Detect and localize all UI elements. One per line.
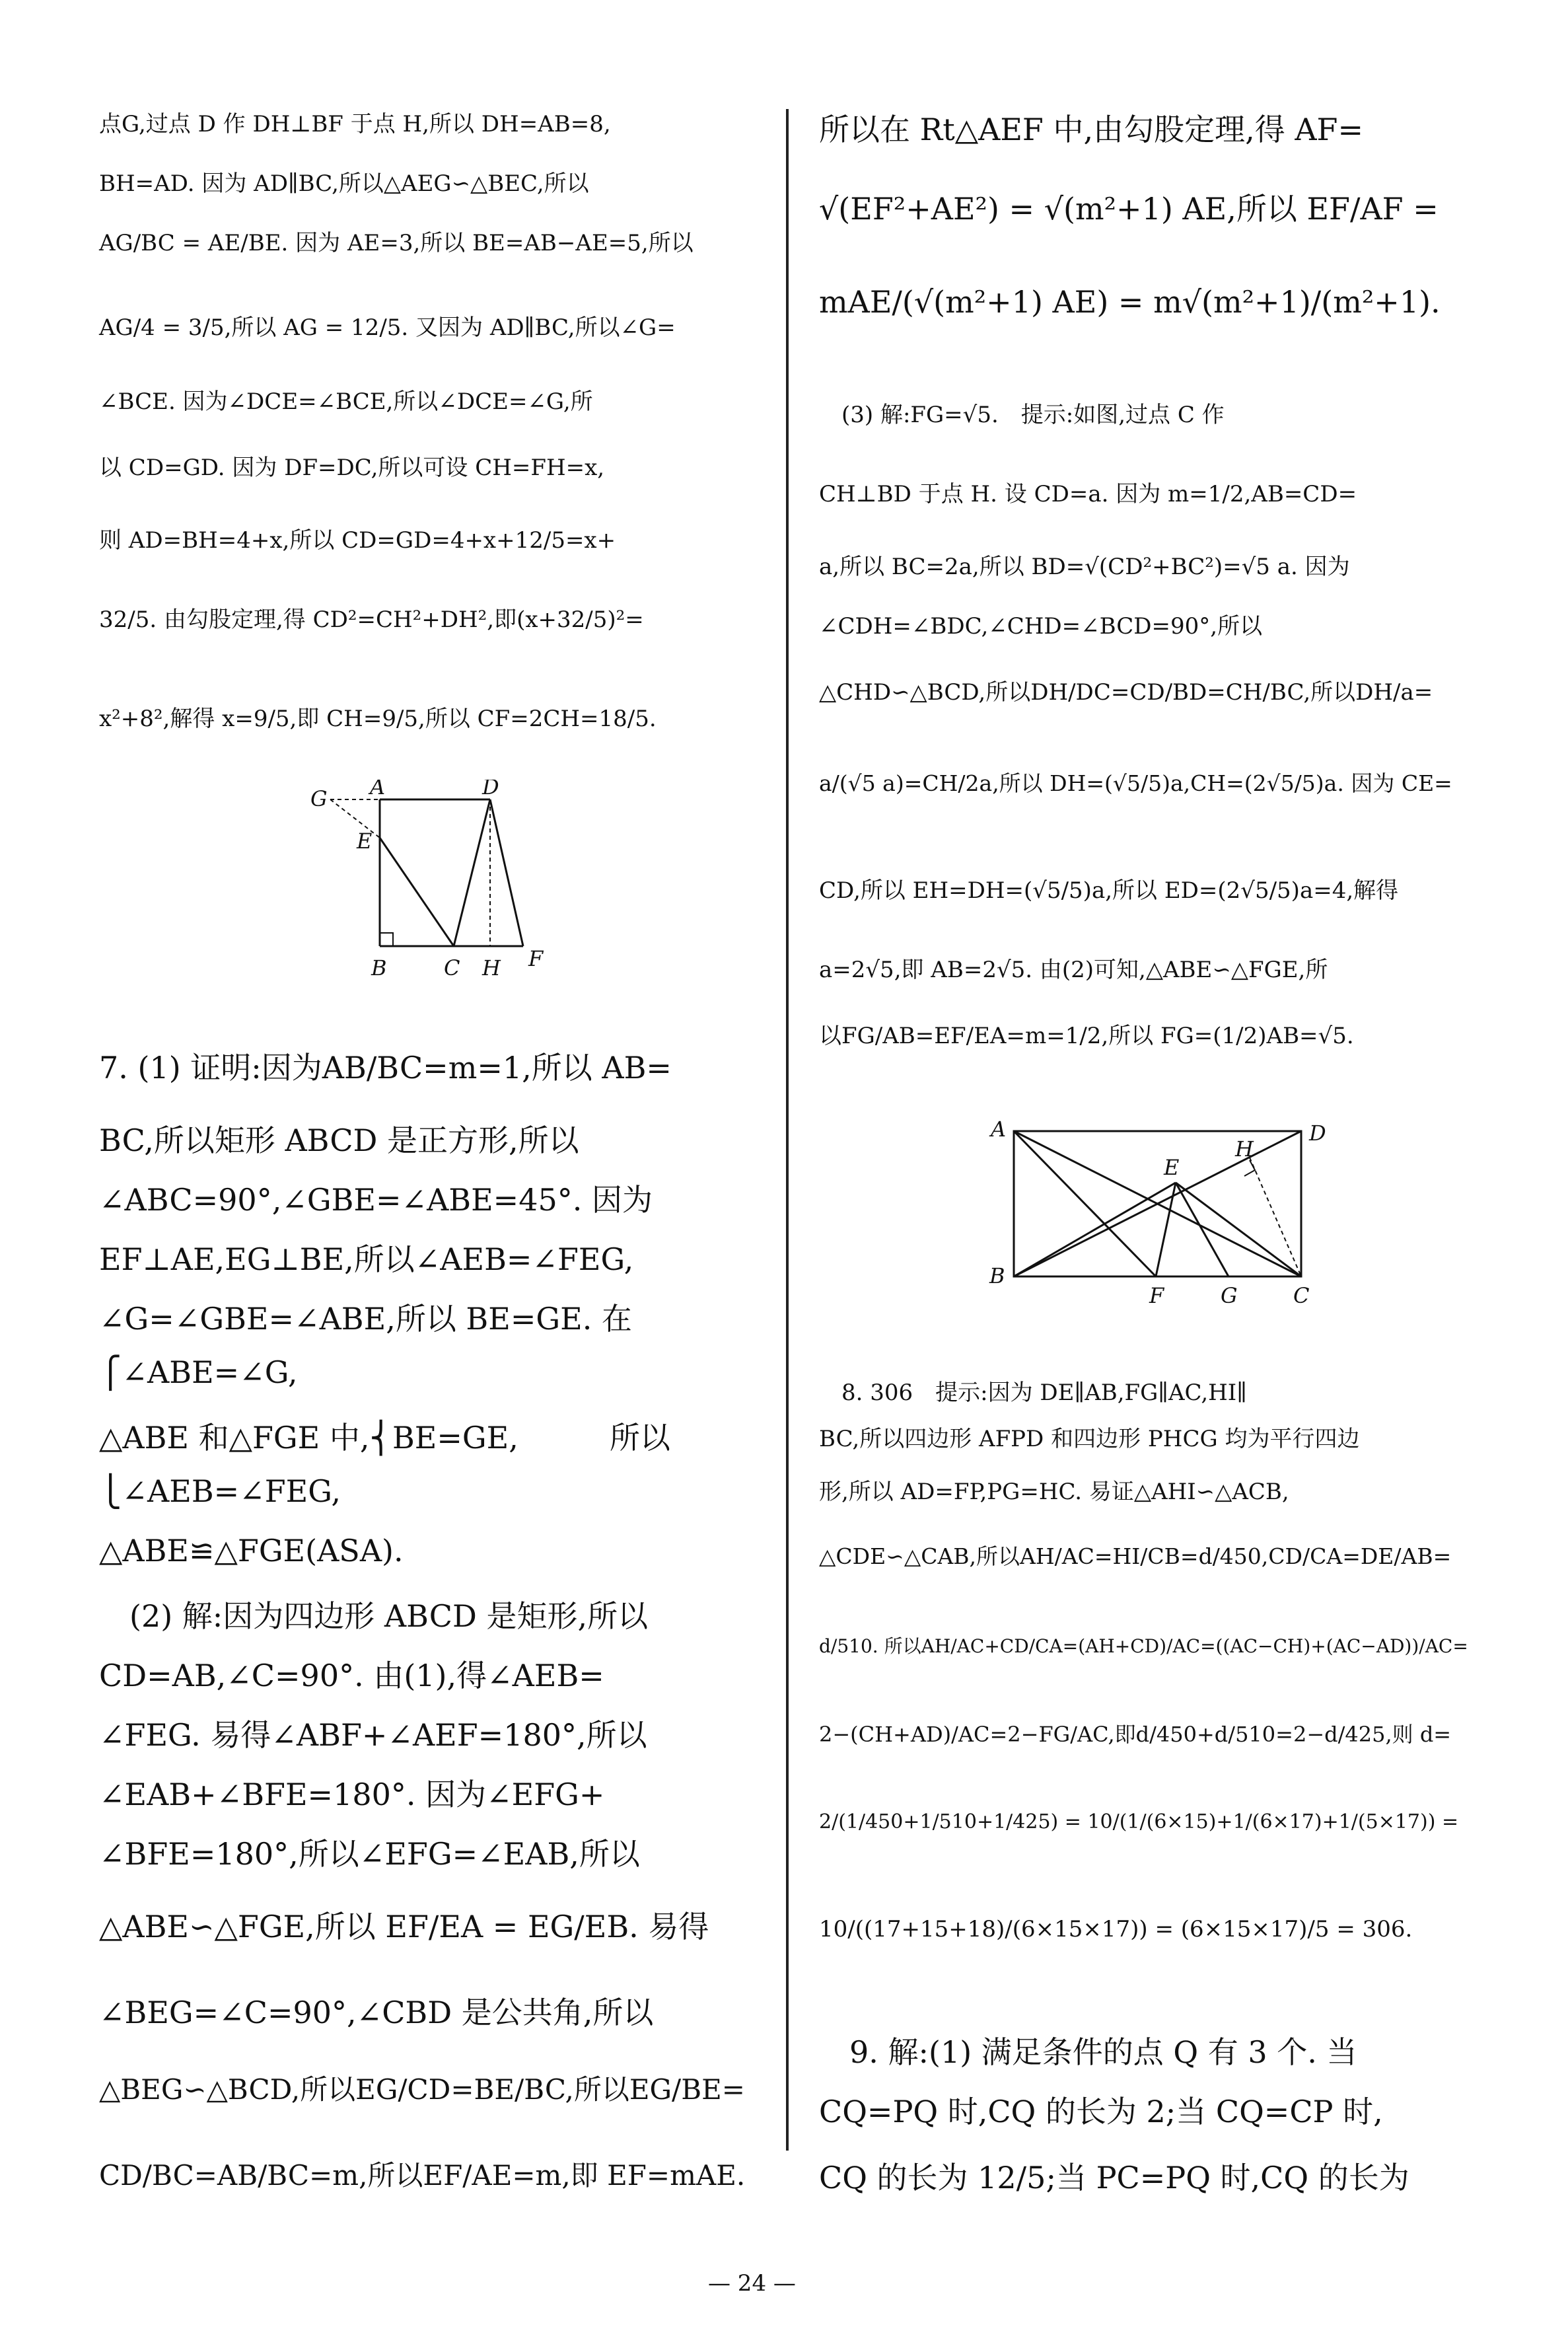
- text-line: BC,所以矩形 ABCD 是正方形,所以: [99, 1123, 579, 1158]
- text-line: △ABE∽△FGE,所以 EF/EA = EG/EB. 易得: [99, 1909, 709, 1944]
- text-line: 7. (1) 证明:因为AB/BC=m=1,所以 AB=: [99, 1050, 672, 1086]
- text-line: CQ=PQ 时,CQ 的长为 2;当 CQ=CP 时,: [819, 2094, 1383, 2129]
- text-line: 2/(1/450+1/510+1/425) = 10/(1/(6×15)+1/(6×17)+1/(5×17)) =: [819, 1810, 1459, 1833]
- text-line: CQ 的长为 12/5;当 PC=PQ 时,CQ 的长为: [819, 2160, 1409, 2196]
- text-line: 以FG/AB=EF/EA=m=1/2,所以 FG=(1/2)AB=√5.: [819, 1023, 1354, 1049]
- figure-2-rectangle-diagram: [971, 1097, 1341, 1308]
- text-line: 点G,过点 D 作 DH⊥BF 于点 H,所以 DH=AB=8,: [99, 111, 611, 137]
- text-line: a/(√5 a)=CH/2a,所以 DH=(√5/5)a,CH=(2√5/5)a. 因为 CE=: [819, 770, 1452, 796]
- fig2-label-h: H: [1235, 1136, 1254, 1162]
- text-line: ⎧∠ABE=∠G,: [99, 1354, 298, 1390]
- text-line: 32/5. 由勾股定理,得 CD²=CH²+DH²,即(x+32/5)²=: [99, 607, 644, 633]
- text-line: ∠CDH=∠BDC,∠CHD=∠BCD=90°,所以: [819, 613, 1263, 640]
- text-line: ∠ABC=90°,∠GBE=∠ABE=45°. 因为: [99, 1182, 653, 1218]
- text-line: a,所以 BC=2a,所以 BD=√(CD²+BC²)=√5 a. 因为: [819, 554, 1350, 580]
- fig1-label-f: F: [528, 946, 544, 971]
- text-line: ∠EAB+∠BFE=180°. 因为∠EFG+: [99, 1777, 605, 1812]
- text-line: CH⊥BD 于点 H. 设 CD=a. 因为 m=1/2,AB=CD=: [819, 481, 1357, 507]
- text-line: (3) 解:FG=√5. 提示:如图,过点 C 作: [819, 402, 1225, 428]
- text-line: △ABE 和△FGE 中,⎨BE=GE, 所以: [99, 1420, 670, 1456]
- text-line: AG/BC = AE/BE. 因为 AE=3,所以 BE=AB−AE=5,所以: [99, 230, 694, 256]
- text-line: △BEG∽△BCD,所以EG/CD=BE/BC,所以EG/BE=: [99, 2073, 745, 2106]
- text-line: BC,所以四边形 AFPD 和四边形 PHCG 均为平行四边: [819, 1426, 1360, 1452]
- fig2-label-e: E: [1164, 1155, 1180, 1180]
- page-number: — 24 —: [708, 2270, 796, 2297]
- text-line: √(EF²+AE²) = √(m²+1) AE,所以 EF/AF =: [819, 191, 1439, 227]
- text-line: CD=AB,∠C=90°. 由(1),得∠AEB=: [99, 1658, 604, 1693]
- text-line: x²+8²,解得 x=9/5,即 CH=9/5,所以 CF=2CH=18/5.: [99, 706, 657, 732]
- column-divider: [786, 109, 789, 2151]
- text-line: 以 CD=GD. 因为 DF=DC,所以可设 CH=FH=x,: [99, 455, 605, 481]
- text-line: CD/BC=AB/BC=m,所以EF/AE=m,即 EF=mAE.: [99, 2159, 746, 2192]
- text-line: a=2√5,即 AB=2√5. 由(2)可知,△ABE∽△FGE,所: [819, 957, 1328, 983]
- text-line: ∠BFE=180°,所以∠EFG=∠EAB,所以: [99, 1836, 640, 1872]
- text-line: 10/((17+15+18)/(6×15×17)) = (6×15×17)/5 = 306.: [819, 1916, 1413, 1942]
- text-line: CD,所以 EH=DH=(√5/5)a,所以 ED=(2√5/5)a=4,解得: [819, 877, 1399, 904]
- text-line: 2−(CH+AD)/AC=2−FG/AC,即d/450+d/510=2−d/425,则 d=: [819, 1722, 1452, 1747]
- text-line: d/510. 所以AH/AC+CD/CA=(AH+CD)/AC=((AC−CH)+(AC−AD))/AC=: [819, 1635, 1468, 1657]
- text-line: △CHD∽△BCD,所以DH/DC=CD/BD=CH/BC,所以DH/a=: [819, 679, 1433, 706]
- fig2-label-c: C: [1293, 1283, 1310, 1308]
- text-line: mAE/(√(m²+1) AE) = m√(m²+1)/(m²+1).: [819, 284, 1441, 320]
- text-line: EF⊥AE,EG⊥BE,所以∠AEB=∠FEG,: [99, 1241, 634, 1277]
- fig1-label-e: E: [357, 829, 373, 854]
- fig1-label-b: B: [371, 955, 387, 980]
- fig1-label-d: D: [482, 780, 499, 799]
- text-line: ∠FEG. 易得∠ABF+∠AEF=180°,所以: [99, 1717, 647, 1753]
- fig2-label-d: D: [1309, 1121, 1326, 1146]
- text-line: AG/4 = 3/5,所以 AG = 12/5. 又因为 AD∥BC,所以∠G=: [99, 314, 676, 341]
- text-line: △ABE≌△FGE(ASA).: [99, 1533, 404, 1568]
- fig2-label-a: A: [991, 1117, 1007, 1142]
- text-line: ∠BEG=∠C=90°,∠CBD 是公共角,所以: [99, 1995, 654, 2030]
- text-line: ∠G=∠GBE=∠ABE,所以 BE=GE. 在: [99, 1301, 632, 1337]
- fig2-label-b: B: [989, 1263, 1005, 1288]
- text-line: 则 AD=BH=4+x,所以 CD=GD=4+x+12/5=x+: [99, 527, 616, 554]
- text-line: (2) 解:因为四边形 ABCD 是矩形,所以: [99, 1598, 649, 1634]
- fig2-label-g: G: [1221, 1283, 1238, 1308]
- text-line: ∠BCE. 因为∠DCE=∠BCE,所以∠DCE=∠G,所: [99, 388, 593, 415]
- text-line: △CDE∽△CAB,所以AH/AC=HI/CB=d/450,CD/CA=DE/AB=: [819, 1543, 1452, 1569]
- text-line: 9. 解:(1) 满足条件的点 Q 有 3 个. 当: [819, 2034, 1357, 2070]
- fig2-label-f: F: [1149, 1283, 1164, 1308]
- figure-1-rectangle-diagram: [291, 780, 568, 984]
- text-line: 所以在 Rt△AEF 中,由勾股定理,得 AF=: [819, 112, 1364, 147]
- fig1-label-h: H: [482, 955, 501, 980]
- text-line: 形,所以 AD=FP,PG=HC. 易证△AHI∽△ACB,: [819, 1479, 1289, 1505]
- fig1-label-c: C: [444, 955, 460, 980]
- text-line: BH=AD. 因为 AD∥BC,所以△AEG∽△BEC,所以: [99, 170, 589, 197]
- fig1-label-a: A: [370, 780, 386, 799]
- text-line: 8. 306 提示:因为 DE∥AB,FG∥AC,HI∥: [819, 1380, 1247, 1406]
- text-line: ⎩∠AEB=∠FEG,: [99, 1473, 341, 1509]
- fig1-label-g: G: [310, 786, 328, 811]
